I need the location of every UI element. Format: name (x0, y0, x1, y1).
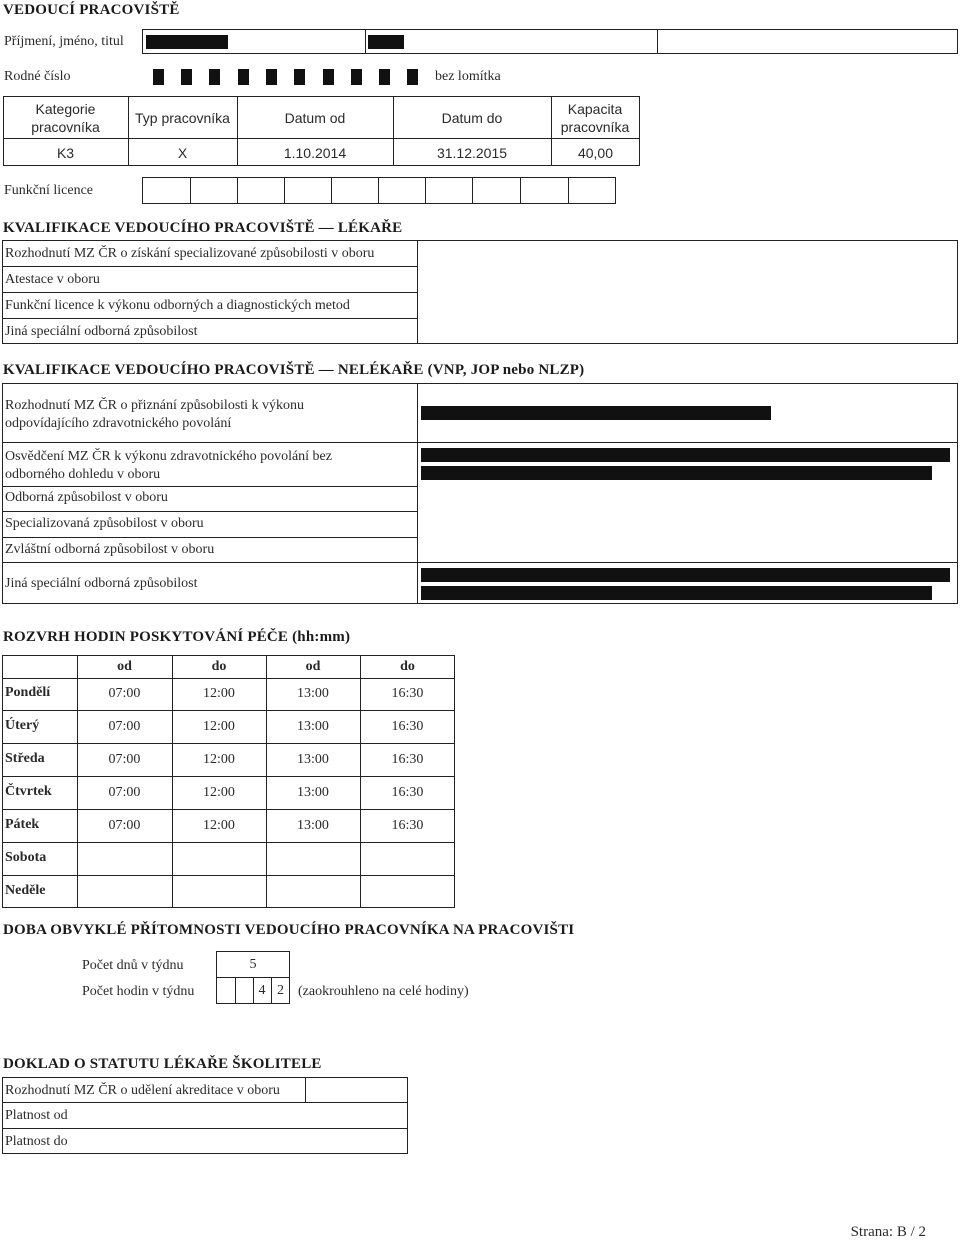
time-cell: 12:00 (203, 751, 235, 767)
time-cell: 16:30 (391, 784, 424, 800)
redacted-digit (294, 69, 305, 85)
license-label: Funkční licence (4, 183, 94, 198)
day-name: Čtvrtek (5, 784, 52, 799)
name-label: Příjmení, jméno, titul (4, 34, 124, 49)
schedule-header-od: od (305, 658, 321, 674)
cell-typ: X (177, 144, 188, 161)
cell-datum-od: 1.10.2014 (283, 144, 347, 161)
time-cell: 12:00 (203, 784, 235, 800)
section-title-pritomnost: DOBA OBVYKLÉ PŘÍTOMNOSTI VEDOUCÍHO PRACOVNÍKA NA PRACOVIŠTI (3, 922, 575, 938)
hours-digit[interactable]: 4 (258, 982, 266, 998)
time-cell: 12:00 (203, 817, 235, 833)
row-label-line: Rozhodnutí MZ ČR o přiznání způsobilosti k výkonu (5, 398, 305, 413)
nondoctor-row-1 (5, 397, 304, 433)
time-cell: 16:30 (391, 751, 424, 767)
doctor-row-label: Jiná speciální odborná způsobilost (5, 324, 198, 339)
redacted-digit (351, 69, 362, 85)
time-cell: 07:00 (108, 686, 141, 701)
time-cell: 16:30 (391, 817, 424, 833)
nondoctor-row-3: Odborná způsobilost v oboru (5, 490, 168, 505)
redacted-digit (153, 69, 164, 85)
schedule-header-do: do (400, 658, 415, 674)
time-cell: 07:00 (108, 718, 141, 734)
redacted-digit (209, 69, 220, 85)
redacted-digit (323, 69, 334, 85)
time-cell: 13:00 (297, 784, 329, 800)
trainer-row-label: Platnost od (5, 1108, 68, 1123)
section-title-vedouci: VEDOUCÍ PRACOVIŠTĚ (3, 2, 180, 18)
time-cell: 07:00 (108, 784, 141, 800)
cell-kategorie: K3 (56, 144, 75, 161)
time-cell: 16:30 (391, 718, 424, 734)
day-name: Středa (5, 751, 45, 766)
nondoctor-row-4: Specializovaná způsobilost v oboru (5, 516, 204, 531)
col-header-datum-do: Datum do (441, 109, 503, 126)
day-name: Pondělí (5, 685, 51, 700)
hours-digit[interactable] (235, 977, 253, 1004)
row-label-line: odborného dohledu v oboru (5, 467, 161, 482)
birth-note: bez lomítka (435, 69, 501, 84)
hours-label: Počet hodin v týdnu (82, 984, 195, 999)
day-name: Pátek (5, 817, 40, 832)
redacted-digit (266, 69, 277, 85)
redacted-name (146, 35, 228, 49)
redacted-value (421, 466, 932, 480)
redacted-value (421, 448, 950, 462)
trainer-row-label: Rozhodnutí MZ ČR o udělení akreditace v oboru (5, 1083, 280, 1098)
redacted-digit (407, 69, 418, 85)
day-name: Sobota (5, 850, 47, 865)
redacted-value (421, 406, 771, 420)
hours-digit[interactable] (216, 977, 235, 1004)
time-cell: 12:00 (203, 686, 235, 701)
row-label-line: odpovídajícího zdravotnického povolání (5, 416, 232, 431)
nondoctor-row-2 (5, 448, 332, 484)
row-label-line: Osvědčení MZ ČR k výkonu zdravotnického povolání bez (5, 449, 332, 464)
page-number: Strana: B / 2 (850, 1224, 926, 1240)
col-header-kategorie: Kategorie pracovníka (31, 100, 100, 135)
redacted-value (421, 586, 932, 600)
time-cell: 07:00 (108, 817, 141, 833)
name-field-extra[interactable] (657, 29, 958, 54)
col-header-kapacita: Kapacita pracovníka (560, 100, 630, 135)
redacted-digit (238, 69, 249, 85)
cell-datum-do: 31.12.2015 (436, 144, 508, 161)
days-value[interactable]: 5 (249, 956, 257, 972)
redacted-digit (379, 69, 390, 85)
section-title-rozvrh: ROZVRH HODIN POSKYTOVÁNÍ PÉČE (hh:mm) (3, 629, 351, 645)
doctor-qualification-value[interactable] (418, 241, 957, 343)
day-name: Úterý (5, 718, 40, 733)
doctor-row-label: Atestace v oboru (5, 272, 100, 287)
birth-label: Rodné číslo (4, 69, 71, 84)
col-header-typ: Typ pracovníka (135, 109, 230, 126)
license-field[interactable] (142, 177, 616, 204)
time-cell: 16:30 (391, 686, 424, 701)
days-label: Počet dnů v týdnu (82, 958, 184, 973)
redacted-value (421, 568, 950, 582)
col-header-datum-od: Datum od (284, 109, 346, 126)
time-cell: 13:00 (297, 751, 329, 767)
section-title-skolitel: DOKLAD O STATUTU LÉKAŘE ŠKOLITELE (3, 1056, 322, 1072)
doctor-row-label: Funkční licence k výkonu odborných a diagnostických metod (5, 298, 350, 313)
schedule-header-od: od (117, 658, 132, 674)
section-title-lekare: KVALIFIKACE VEDOUCÍHO PRACOVIŠTĚ — LÉKAŘE (3, 220, 403, 236)
time-cell: 13:00 (297, 686, 329, 701)
time-cell: 12:00 (203, 718, 235, 734)
time-cell: 13:00 (297, 817, 329, 833)
redacted-name-2 (368, 35, 404, 49)
day-name: Neděle (5, 883, 46, 898)
nondoctor-row-6: Jiná speciální odborná způsobilost (5, 576, 198, 591)
trainer-row-label: Platnost do (5, 1134, 68, 1149)
hours-digit[interactable]: 2 (277, 982, 284, 998)
redacted-digit (181, 69, 192, 85)
time-cell: 07:00 (108, 751, 141, 767)
doctor-row-label: Rozhodnutí MZ ČR o získání specializované způsobilosti v oboru (5, 246, 375, 261)
nondoctor-row-5: Zvláštní odborná způsobilost v oboru (5, 542, 215, 557)
schedule-header-do: do (211, 658, 227, 674)
time-cell: 13:00 (297, 718, 329, 734)
cell-kapacita: 40,00 (577, 144, 614, 161)
hours-note: (zaokrouhleno na celé hodiny) (298, 984, 469, 999)
section-title-nelekare: KVALIFIKACE VEDOUCÍHO PRACOVIŠTĚ — NELÉKAŘE (VNP, JOP nebo NLZP) (3, 362, 585, 378)
